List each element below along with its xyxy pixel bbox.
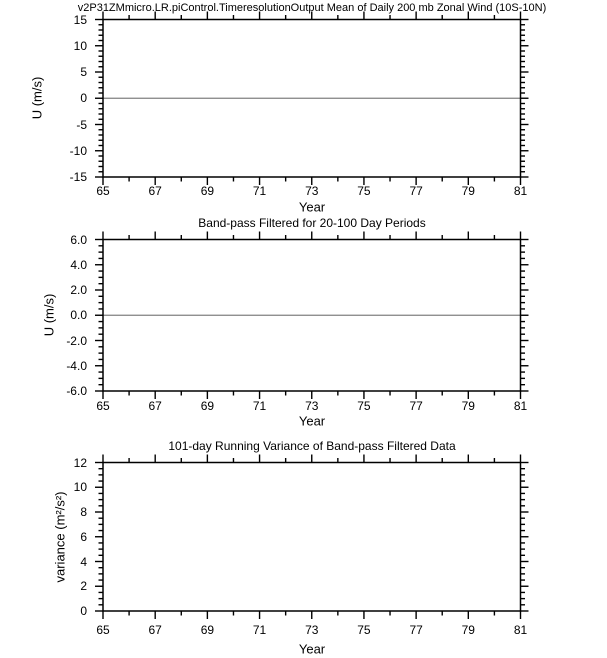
panel-1-axes [95, 12, 529, 186]
x-tick-label: 81 [513, 184, 528, 198]
x-tick-label: 77 [409, 184, 423, 198]
x-tick-label: 71 [252, 399, 267, 413]
x-tick-label: 79 [461, 399, 475, 413]
x-axis-label-panel-1: Year [298, 199, 326, 215]
y-tick-label: -5 [76, 117, 87, 132]
y-tick-label: 6 [80, 529, 87, 544]
x-tick-label: 75 [357, 623, 371, 637]
x-tick-label: 69 [200, 623, 215, 637]
y-tick-label: 2.0 [70, 283, 87, 297]
x-tick-label: 65 [96, 623, 110, 637]
x-tick-label: 73 [305, 623, 319, 637]
x-tick-label: 69 [200, 184, 215, 198]
x-tick-label: 67 [148, 184, 162, 198]
x-tick-label: 71 [252, 623, 267, 637]
x-tick-label: 67 [148, 399, 162, 413]
y-tick-label: 4 [80, 554, 87, 569]
x-tick-label: 79 [461, 623, 475, 637]
y-tick-label: -10 [69, 143, 87, 158]
y-tick-label: 10 [73, 38, 87, 53]
x-tick-label: 75 [357, 399, 371, 413]
x-tick-label: 77 [409, 399, 423, 413]
y-tick-label: 8 [80, 505, 87, 519]
main-title: v2P31ZMmicro.LR.piControl.TimeresolutionOutput Mean of Daily 200 mb Zonal Wind (10S-10N) [77, 2, 547, 14]
panel-3-title: 101-day Running Variance of Band-pass Filtered Data [168, 439, 456, 453]
y-axis-label-panel-1: U (m/s) [29, 76, 45, 120]
y-tick-label: -2.0 [66, 333, 87, 348]
y-tick-label: 0 [80, 604, 87, 618]
x-tick-label: 73 [305, 184, 319, 198]
x-tick-label: 75 [357, 184, 371, 198]
y-tick-label: -15 [69, 170, 87, 184]
y-axis-label-panel-3: variance (m²/s²) [52, 491, 68, 583]
y-tick-label: 0 [80, 91, 87, 106]
x-tick-label: 73 [305, 399, 319, 413]
x-axis-label-panel-3: Year [298, 641, 326, 657]
y-tick-label: 10 [73, 480, 87, 495]
y-tick-label: -4.0 [66, 358, 87, 373]
x-tick-label: 71 [252, 184, 267, 198]
y-tick-label: 12 [73, 455, 87, 470]
panel-2-title: Band-pass Filtered for 20-100 Day Periods [198, 216, 426, 230]
x-axis-label-panel-2: Year [298, 413, 326, 429]
x-tick-label: 67 [148, 623, 162, 637]
y-tick-label: -6.0 [66, 384, 87, 398]
x-tick-label: 69 [200, 399, 215, 413]
x-tick-label: 77 [409, 623, 423, 637]
x-tick-label: 81 [513, 623, 528, 637]
x-tick-label: 65 [96, 184, 110, 198]
y-tick-label: 2 [80, 579, 87, 594]
plot-box [103, 463, 521, 612]
panel-3-axes [95, 455, 529, 620]
y-tick-label: 6.0 [70, 232, 87, 247]
y-tick-label: 4.0 [70, 257, 87, 272]
y-axis-label-panel-2: U (m/s) [41, 293, 57, 337]
y-tick-label: 0.0 [70, 308, 87, 323]
y-tick-label: 5 [80, 65, 87, 79]
x-tick-label: 79 [461, 184, 475, 198]
panel-2-axes [95, 232, 529, 400]
x-tick-label: 81 [513, 399, 528, 413]
x-tick-label: 65 [96, 399, 110, 413]
y-tick-label: 15 [73, 12, 87, 27]
